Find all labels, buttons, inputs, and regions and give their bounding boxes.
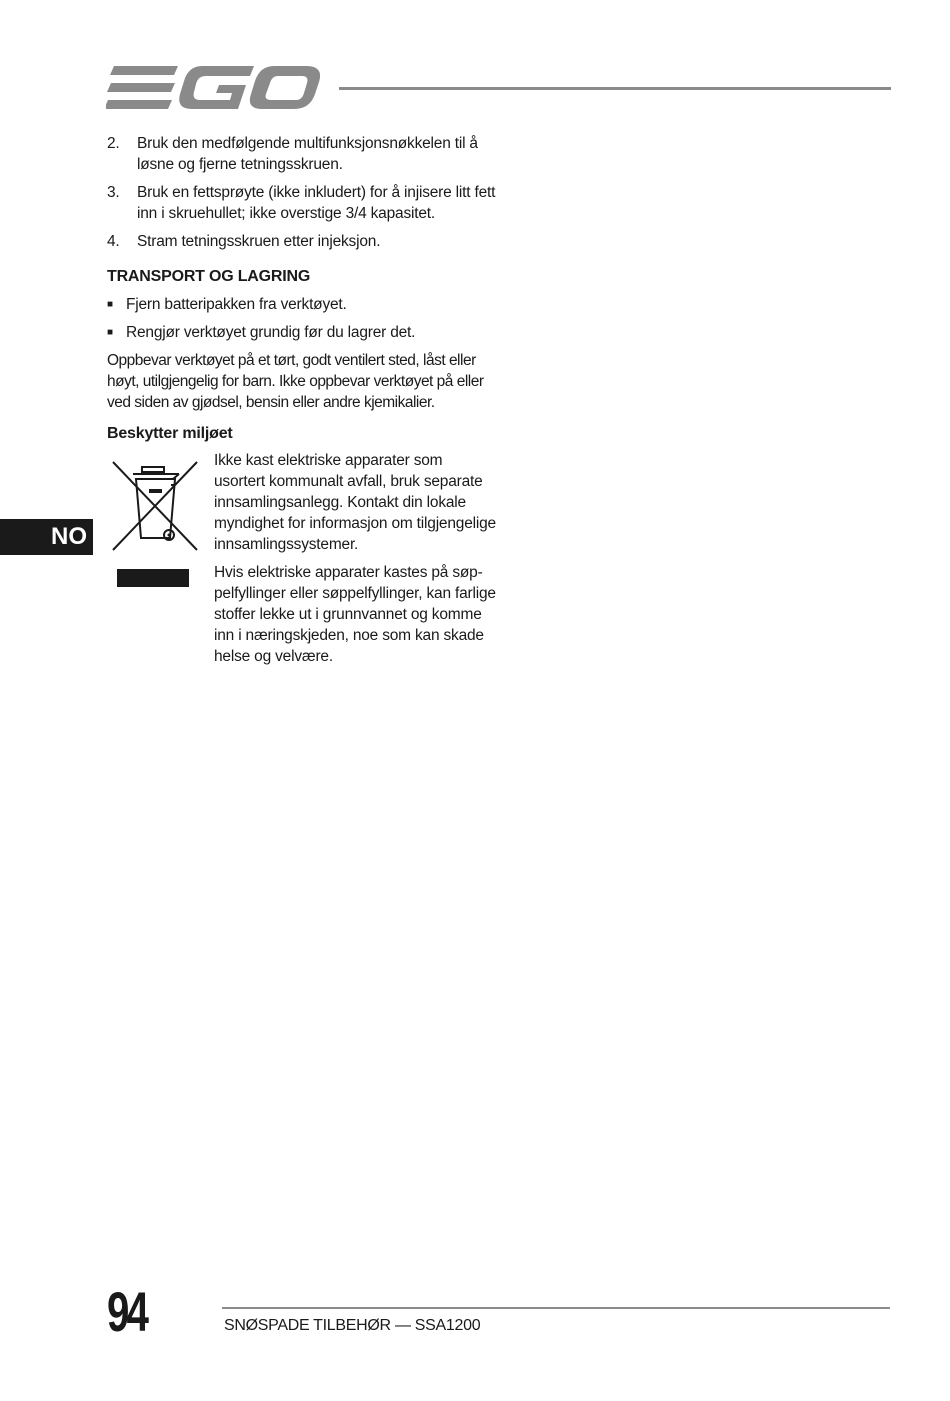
step-3 [107, 182, 497, 224]
step-text: Stram tetningsskruen etter injeksjon. [137, 233, 381, 250]
transport-heading: TRANSPORT OG LAGRING [107, 268, 311, 285]
bullet-item [107, 294, 497, 315]
environment-paragraph: Hvis elektriske apparater kastes på søp-pelfyllinger eller søppelfyllinger, kan farlige stoffer lekke ut i grunnvannet og komme inn i næringskjeden, noe som kan skade helse og velvære. [214, 564, 496, 665]
weee-symbol [107, 450, 214, 674]
language-tab: NO [0, 519, 93, 555]
bullet-square-icon: ■ [107, 327, 113, 338]
header-rule [339, 87, 891, 90]
step-number: 2. [107, 135, 120, 152]
environment-paragraph: Ikke kast elektriske apparater som usortert kommunalt avfall, bruk separate innsamlingsanlegg. Kontakt din lokale myndighet for informasjon om tilgjengelige innsamlingssystemer. [214, 452, 496, 553]
step-text: Bruk en fettsprøyte (ikke inkludert) for å injisere litt fett inn i skruehullet; ikke overstige 3/4 kapasitet. [137, 184, 496, 222]
environment-section [107, 450, 497, 674]
environment-heading: Beskytter miljøet [107, 425, 233, 442]
main-content [107, 133, 497, 674]
bullet-square-icon: ■ [107, 299, 113, 310]
step-number: 4. [107, 233, 120, 250]
crossed-out-wheelie-bin-icon [109, 452, 201, 556]
step-text: Bruk den medfølgende multifunksjonsnøkkelen til å løsne og fjerne tetningsskruen. [137, 135, 478, 173]
footer-title: SNØSPADE TILBEHØR — SSA1200 [224, 1317, 481, 1334]
page-number: 94 [107, 1280, 147, 1343]
step-4 [107, 231, 497, 252]
step-number: 3. [107, 184, 120, 201]
ego-logo [106, 64, 320, 112]
bullet-item [107, 322, 497, 343]
bullet-text: Rengjør verktøyet grundig før du lagrer det. [126, 324, 416, 341]
bullet-text: Fjern batteripakken fra verktøyet. [126, 296, 347, 313]
storage-paragraph: Oppbevar verktøyet på et tørt, godt ventilert sted, låst eller høyt, utilgjengelig for barn. Ikke oppbevar verktøyet på eller ved siden av gjødsel, bensin eller andre kjemikalier. [107, 352, 484, 411]
weee-bar [117, 569, 189, 587]
step-2 [107, 133, 497, 175]
environment-text [214, 450, 497, 674]
footer-rule [222, 1307, 890, 1309]
